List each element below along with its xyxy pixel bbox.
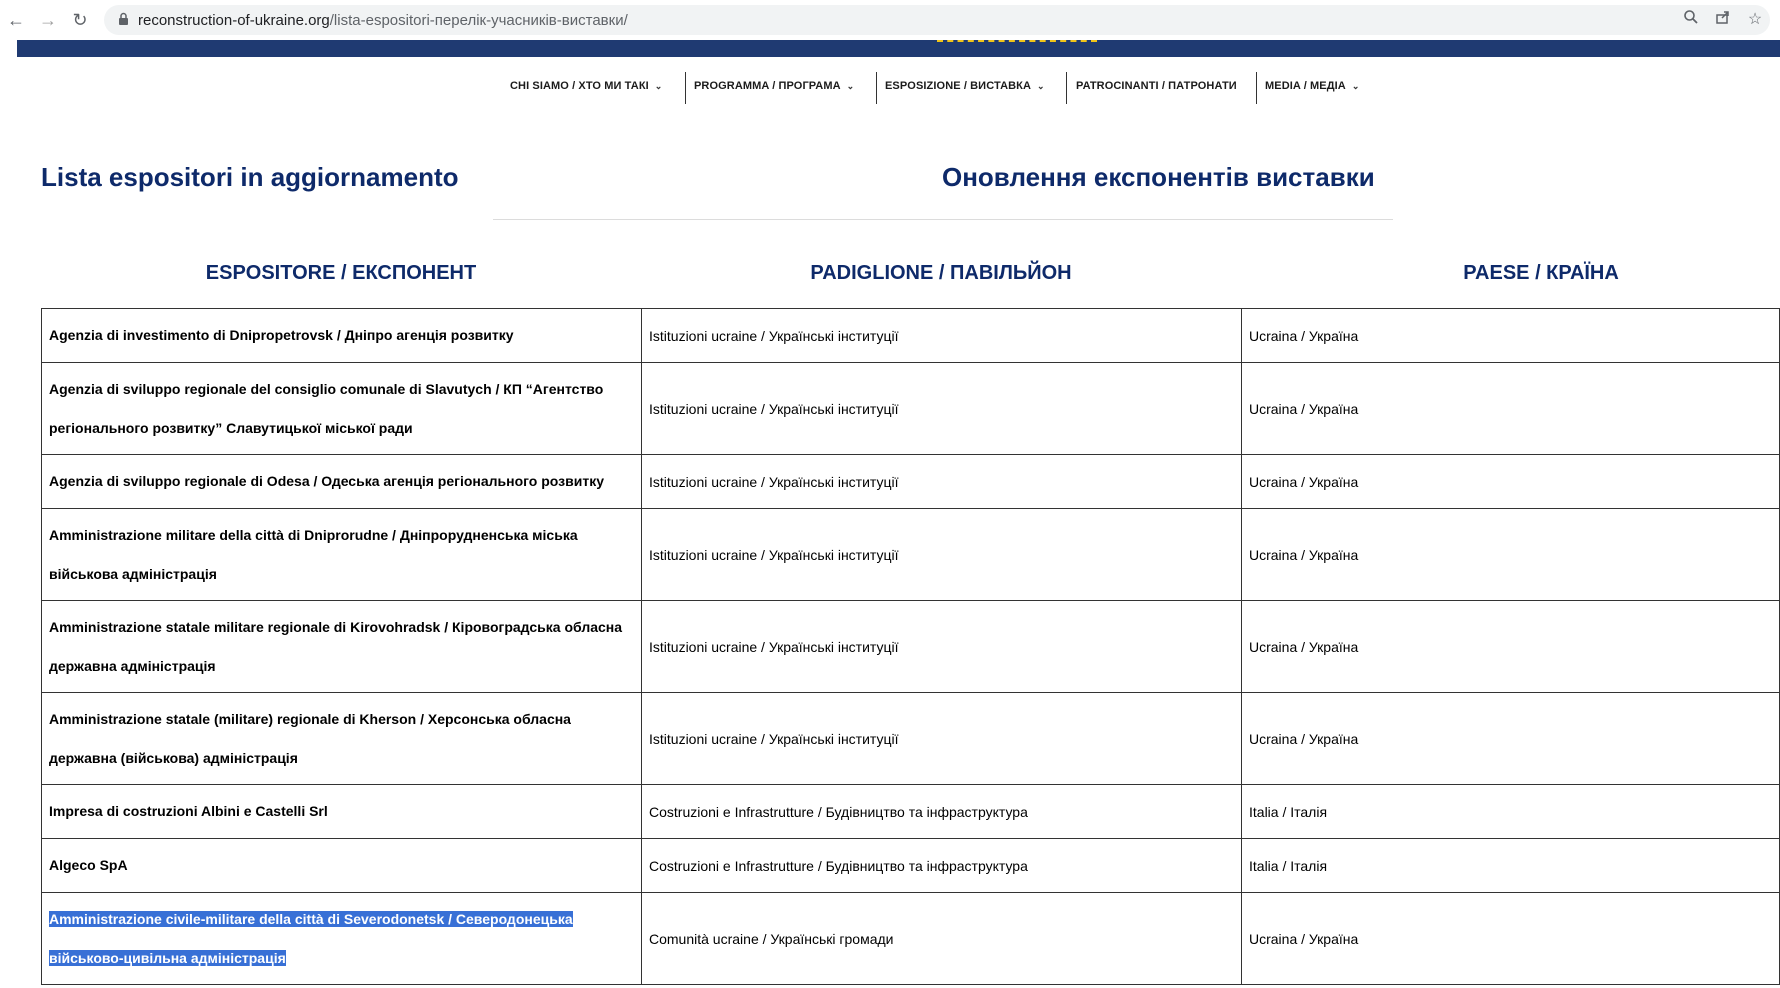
- nav-label: PROGRAMMA / ПРОГРАМА: [694, 80, 841, 92]
- table-row: [42, 601, 1780, 693]
- column-header-pavilion: PADIGLIONE / ПАВІЛЬЙОН: [810, 262, 1072, 284]
- url-text[interactable]: reconstruction-of-ukraine.org/lista-espositori-перелік-учасників-виставки/: [138, 12, 628, 29]
- table-row: [42, 309, 1780, 363]
- nav-divider: [1066, 72, 1067, 104]
- page-title-ukrainian: Оновлення експонентів виставки: [942, 162, 1375, 192]
- exhibitor-cell: Impresa di costruzioni Albini e Castelli Srl: [42, 785, 642, 839]
- table-row: [42, 839, 1780, 893]
- nav-divider: [1256, 72, 1257, 104]
- chevron-down-icon: ⌄: [1351, 81, 1360, 91]
- country-cell: Ucraina / Україна: [1242, 601, 1780, 693]
- pavilion-cell: Istituzioni ucraine / Українські інституції: [642, 455, 1242, 509]
- country-cell: Ucraina / Україна: [1242, 309, 1780, 363]
- country-cell: Ucraina / Україна: [1242, 893, 1780, 985]
- pavilion-cell: Costruzioni e Infrastrutture / Будівництво та інфраструктура: [642, 839, 1242, 893]
- chevron-down-icon: ⌄: [654, 81, 663, 91]
- nav-divider: [876, 72, 877, 104]
- exhibitor-cell: Amministrazione militare della città di Dniprorudne / Дніпрорудненська міська військова адміністрація: [42, 509, 642, 601]
- table-row: [42, 893, 1780, 985]
- exhibitor-cell: Amministrazione statale (militare) regionale di Kherson / Херсонська обласна державна (військова) адміністрація: [42, 693, 642, 785]
- share-icon[interactable]: [1712, 9, 1734, 31]
- chevron-down-icon: ⌄: [1037, 81, 1045, 91]
- title-divider: [493, 219, 1393, 220]
- table-row: [42, 363, 1780, 455]
- chevron-down-icon: ⌄: [846, 81, 855, 91]
- exhibitor-cell: Agenzia di investimento di Dnipropetrovsk / Дніпро агенція розвитку: [42, 309, 642, 363]
- site-header-banner: [17, 40, 1780, 57]
- nav-item-media[interactable]: [1265, 80, 1360, 92]
- nav-label: PATROCINANTI / ПАТРОНАТИ: [1076, 80, 1237, 92]
- page-title-italian: Lista espositori in aggiornamento: [41, 162, 459, 192]
- country-cell: Ucraina / Україна: [1242, 509, 1780, 601]
- zoom-icon[interactable]: [1680, 9, 1702, 31]
- address-bar[interactable]: [104, 5, 1770, 35]
- nav-label: CHI SIAMO / ХТО МИ ТАКІ: [510, 80, 649, 92]
- exhibitor-cell: Algeco SpA: [42, 839, 642, 893]
- column-header-exhibitor: ESPOSITORE / ЕКСПОНЕНТ: [205, 262, 477, 284]
- table-row: [42, 785, 1780, 839]
- reload-icon[interactable]: ↻: [72, 10, 88, 30]
- exhibitor-cell: Amministrazione statale militare regionale di Kirovohradsk / Кіровоградська обласна державна адміністрація: [42, 601, 642, 693]
- bookmark-star-icon[interactable]: ☆: [1747, 11, 1763, 28]
- nav-item-patrocinanti[interactable]: [1076, 80, 1237, 92]
- exhibitor-cell: Agenzia di sviluppo regionale di Odesa / Одеська агенція регіонального розвитку: [42, 455, 642, 509]
- table-row: [42, 455, 1780, 509]
- main-navigation: [0, 72, 1780, 102]
- table-row: [42, 509, 1780, 601]
- nav-item-esposizione[interactable]: [885, 80, 1045, 92]
- country-cell: Ucraina / Україна: [1242, 363, 1780, 455]
- pavilion-cell: Istituzioni ucraine / Українські інституції: [642, 309, 1242, 363]
- lock-icon: [118, 12, 130, 28]
- nav-label: ESPOSIZIONE / ВИСТАВКА: [885, 80, 1032, 92]
- pavilion-cell: Istituzioni ucraine / Українські інституції: [642, 363, 1242, 455]
- exhibitor-cell: Agenzia di sviluppo regionale del consiglio comunale di Slavutych / КП “Агентство регіонального розвитку” Славутицької міської ради: [42, 363, 642, 455]
- pavilion-cell: Comunità ucraine / Українські громади: [642, 893, 1242, 985]
- pavilion-cell: Istituzioni ucraine / Українські інституції: [642, 601, 1242, 693]
- pavilion-cell: Istituzioni ucraine / Українські інституції: [642, 693, 1242, 785]
- header-decoration: [937, 40, 1097, 44]
- nav-item-chi-siamo[interactable]: [510, 80, 662, 92]
- nav-label: MEDIA / МЕДІА: [1265, 80, 1346, 92]
- table-row: [42, 693, 1780, 785]
- pavilion-cell: Costruzioni e Infrastrutture / Будівництво та інфраструктура: [642, 785, 1242, 839]
- nav-divider: [685, 72, 686, 104]
- back-icon[interactable]: ←: [7, 10, 25, 30]
- country-cell: Ucraina / Україна: [1242, 455, 1780, 509]
- column-header-country: PAESE / КРАЇНА: [1463, 262, 1619, 284]
- exhibitors-table: [41, 308, 1780, 985]
- exhibitor-cell-selected: [42, 893, 642, 985]
- country-cell: Italia / Італія: [1242, 839, 1780, 893]
- selected-text[interactable]: Amministrazione civile-militare della città di Severodonetsk / Северодонецька військово-цивільна адміністрація: [49, 910, 573, 966]
- pavilion-cell: Istituzioni ucraine / Українські інституції: [642, 509, 1242, 601]
- nav-item-programma[interactable]: [694, 80, 854, 92]
- country-cell: Italia / Італія: [1242, 785, 1780, 839]
- forward-icon[interactable]: →: [39, 10, 57, 30]
- country-cell: Ucraina / Україна: [1242, 693, 1780, 785]
- browser-toolbar: [0, 0, 1780, 40]
